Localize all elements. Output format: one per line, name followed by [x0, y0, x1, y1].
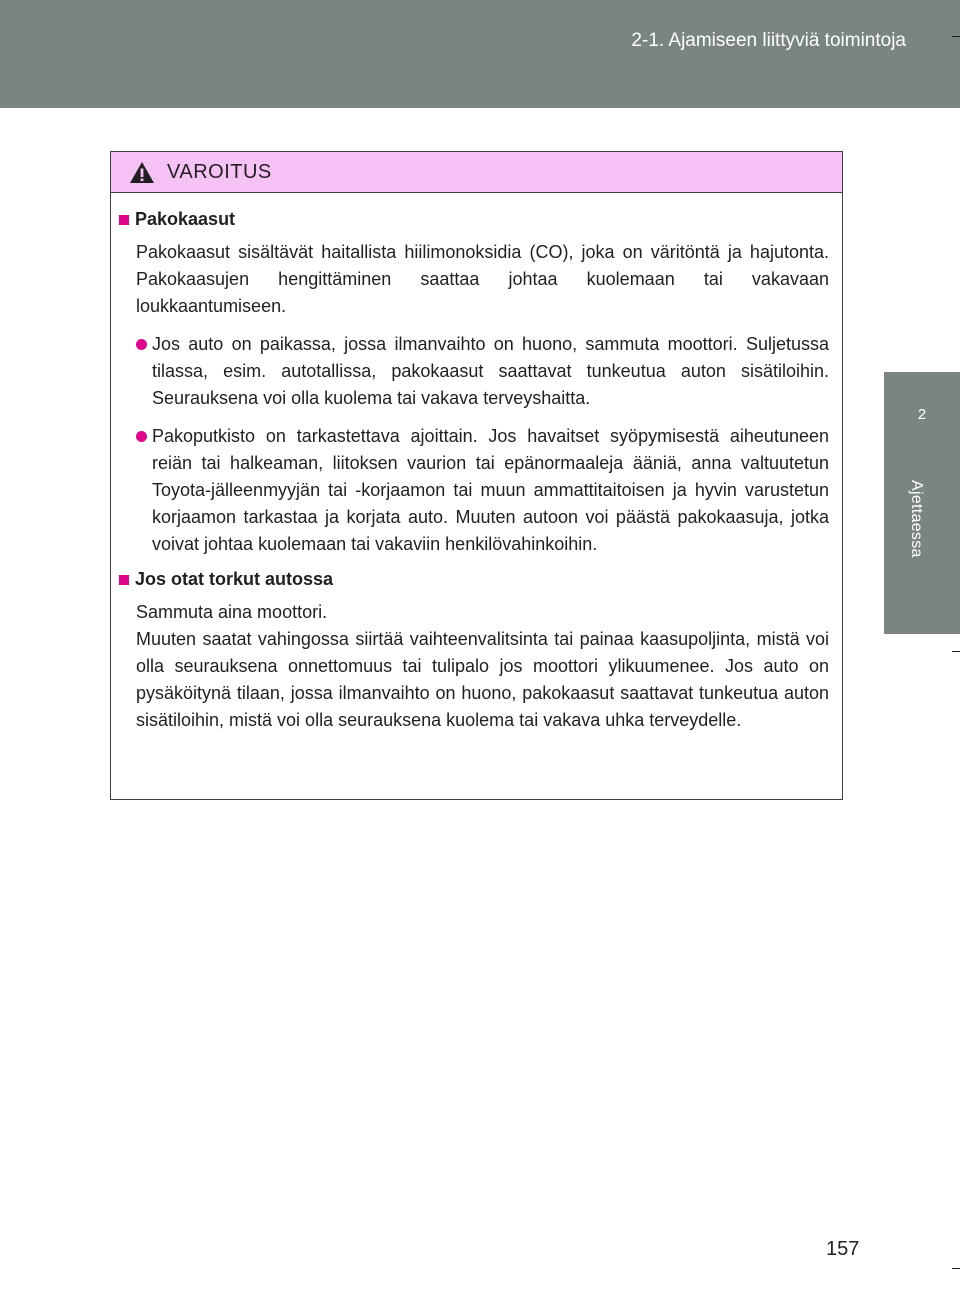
crop-mark [952, 651, 960, 652]
chapter-name: Ajettaessa [908, 480, 925, 558]
warning-header [111, 152, 842, 193]
warning-box [110, 151, 843, 800]
section-title-header: 2-1. Ajamiseen liittyviä toimintoja [631, 30, 906, 51]
round-bullet-icon [136, 431, 147, 442]
bullet-item [136, 331, 829, 412]
bullet-item [136, 423, 829, 558]
round-bullet-icon [136, 339, 147, 350]
square-bullet-icon [119, 575, 129, 585]
warning-label: VAROITUS [167, 160, 272, 183]
section-heading-text: Pakokaasut [135, 209, 236, 229]
napping-first-line: Sammuta aina moottori. [136, 602, 328, 622]
crop-mark [952, 36, 960, 37]
chapter-number: 2 [917, 406, 927, 423]
crop-mark [952, 1268, 960, 1269]
exhaust-paragraph: Pakokaasut sisältävät haitallista hiilimonoksidia (CO), joka on väritöntä ja hajutonta. Pakokaasujen hengittäminen saattaa johtaa kuolemaan tai vakavaan loukkaantumiseen. [136, 242, 829, 316]
chapter-side-tab [884, 372, 960, 634]
section-heading-napping [119, 569, 829, 590]
napping-body: Muuten saatat vahingossa siirtää vaihteenvalitsinta tai painaa kaasupoljinta, mistä voi olla seurauksena onnettomuus tai tulipalo jos moottori ylikuumenee. Jos auto on pysäköitynä tilaan, jossa ilmanvaihto on huono, pakokaasut saattavat tunkeutua auton sisätiloihin, mistä voi olla seurauksena kuolema tai vakava uhka terveydelle. [136, 629, 829, 730]
header-band [0, 0, 960, 108]
bullet-text: Jos auto on paikassa, jossa ilmanvaihto on huono, sammuta moottori. Suljetussa tilassa, esim. autotallissa, pakokaasut saattavat tunkeutua auton sisätiloihin. Seurauksena voi olla kuolema tai vakava terveyshaitta. [152, 334, 829, 408]
square-bullet-icon [119, 215, 129, 225]
bullet-text: Pakoputkisto on tarkastettava ajoittain. Jos havaitset syöpymisestä aiheutuneen reiän tai halkeaman, liitoksen vaurion tai epänormaaleja ääniä, anna valtuutetun Toyota-jälleenmyyjän tai -korjaamon tai muun ammattitaitoisen ja hyvin varustetun korjaamon tarkastaa ja korjata auto. Muuten autoon voi päästä pakokaasuja, jotka voivat johtaa kuolemaan tai vakaviin henkilövahinkoihin. [152, 426, 829, 554]
warning-content [111, 193, 842, 734]
section-heading-exhaust [119, 209, 829, 230]
page-number: 157 [826, 1238, 860, 1260]
section-heading-text: Jos otat torkut autossa [135, 569, 334, 589]
warning-triangle-icon [129, 161, 155, 184]
napping-paragraph [136, 599, 829, 734]
